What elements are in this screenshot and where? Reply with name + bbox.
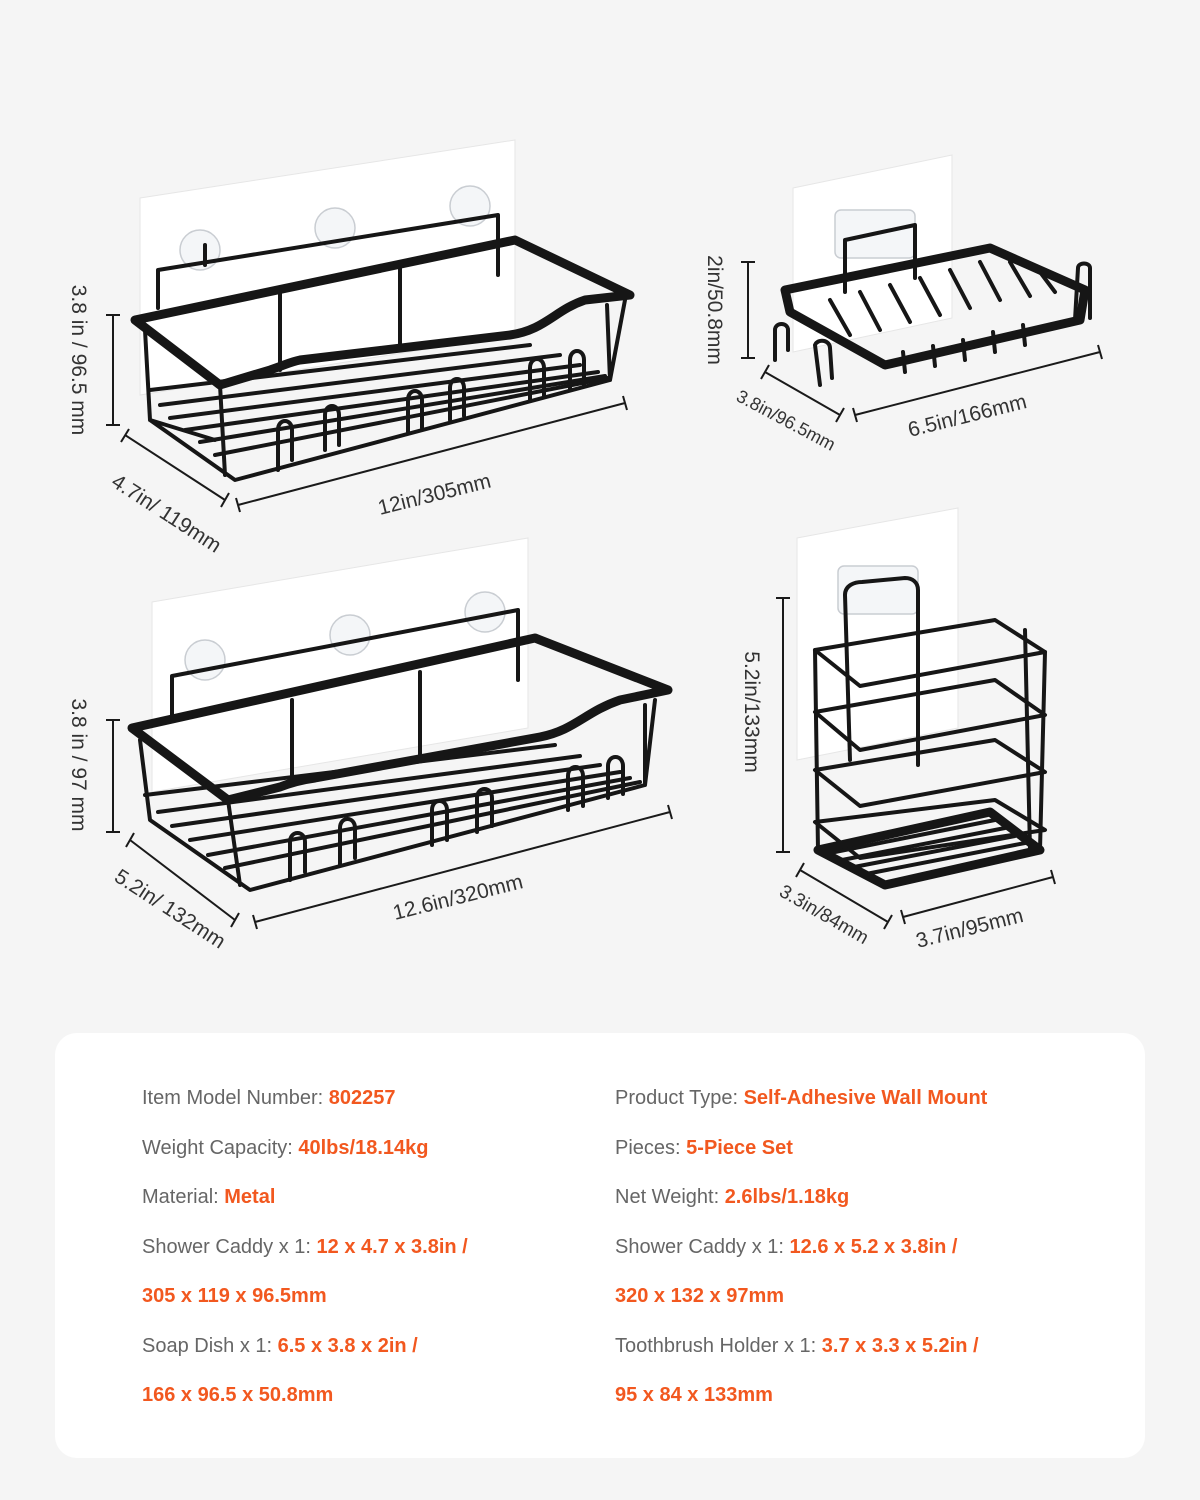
spec-value: Self-Adhesive Wall Mount bbox=[743, 1087, 988, 1109]
spec-weight-capacity bbox=[142, 1129, 468, 1179]
spec-label: Product Type: bbox=[615, 1087, 744, 1109]
spec-value: 2.6lbs/1.18kg bbox=[724, 1186, 850, 1208]
spec-value: 40lbs/18.14kg bbox=[298, 1136, 429, 1159]
spec-value: 5-Piece Set bbox=[686, 1136, 793, 1159]
caddy-small-width-label: 12in/305mm bbox=[375, 469, 494, 520]
spec-label: Material: bbox=[142, 1186, 225, 1208]
soap-dish-width-label: 6.5in/166mm bbox=[905, 390, 1030, 442]
spec-value: 6.5 x 3.8 x 2in / bbox=[277, 1334, 418, 1357]
toothbrush-height-label: 5.2in/133mm bbox=[740, 651, 763, 773]
caddy-large-depth-label: 5.2in/ 132mm bbox=[110, 864, 230, 954]
spec-material bbox=[142, 1178, 468, 1228]
spec-value: 166 x 96.5 x 50.8mm bbox=[142, 1384, 334, 1406]
spec-card bbox=[55, 1033, 1145, 1458]
toothbrush-width-dim bbox=[901, 870, 1055, 953]
spec-value: 305 x 119 x 96.5mm bbox=[142, 1285, 327, 1307]
spec-value: 12 x 4.7 x 3.8in / bbox=[316, 1235, 468, 1258]
caddy-large-height-dim bbox=[67, 698, 120, 832]
spec-pieces bbox=[615, 1129, 987, 1179]
spec-label: Shower Caddy x 1: bbox=[615, 1235, 790, 1258]
spec-label: Soap Dish x 1: bbox=[142, 1334, 278, 1357]
soap-dish-height-label: 2in/50.8mm bbox=[703, 255, 726, 365]
spec-value: 95 x 84 x 133mm bbox=[615, 1384, 773, 1406]
spec-soap-dish bbox=[142, 1327, 468, 1377]
spec-net-weight bbox=[615, 1178, 987, 1228]
spec-label: Weight Capacity: bbox=[142, 1136, 299, 1159]
spec-soap-dish-mm bbox=[142, 1376, 468, 1426]
shower-caddy-large bbox=[132, 538, 668, 890]
suction-plate bbox=[838, 566, 918, 614]
caddy-small-height-dim bbox=[67, 285, 120, 436]
caddy-small-depth-label: 4.7in/ 119mm bbox=[107, 469, 226, 558]
spec-value: Metal bbox=[224, 1186, 276, 1208]
spec-column-left bbox=[142, 1079, 468, 1426]
spec-label: Toothbrush Holder x 1: bbox=[615, 1334, 822, 1357]
spec-toothbrush-holder bbox=[615, 1327, 987, 1377]
caddy-large-width-dim bbox=[253, 805, 672, 929]
soap-dish-depth-label: 3.8in/96.5mm bbox=[733, 385, 839, 455]
toothbrush-height-dim bbox=[740, 598, 790, 852]
spec-value: 802257 bbox=[328, 1087, 396, 1109]
toothbrush-holder bbox=[797, 508, 1045, 885]
spec-label: Item Model Number: bbox=[142, 1087, 329, 1109]
spec-column-right bbox=[615, 1079, 987, 1426]
soap-dish-depth-dim bbox=[733, 365, 844, 455]
spec-shower-caddy-large bbox=[615, 1228, 987, 1278]
toothbrush-width-label: 3.7in/95mm bbox=[913, 903, 1026, 953]
spec-shower-caddy-small bbox=[142, 1228, 468, 1278]
spec-shower-caddy-large-mm bbox=[615, 1277, 987, 1327]
caddy-small-depth-dim bbox=[107, 429, 229, 558]
spec-label: Pieces: bbox=[615, 1136, 687, 1159]
caddy-small-height-label: 3.8 in / 96.5 mm bbox=[67, 284, 90, 436]
caddy-large-width-label: 12.6in/320mm bbox=[390, 870, 526, 925]
spec-value: 3.7 x 3.3 x 5.2in / bbox=[821, 1334, 979, 1357]
shower-caddy-small bbox=[135, 140, 630, 480]
caddy-large-height-label: 3.8 in / 97 mm bbox=[67, 698, 90, 832]
soap-dish-height-dim bbox=[703, 255, 755, 365]
spec-value: 12.6 x 5.2 x 3.8in / bbox=[789, 1235, 958, 1258]
soap-dish bbox=[775, 155, 1090, 385]
adhesive-pad bbox=[797, 508, 958, 760]
spec-shower-caddy-small-mm bbox=[142, 1277, 468, 1327]
spec-toothbrush-holder-mm bbox=[615, 1376, 987, 1426]
spec-value: 320 x 132 x 97mm bbox=[615, 1285, 785, 1307]
spec-label: Net Weight: bbox=[615, 1186, 725, 1208]
spec-label: Shower Caddy x 1: bbox=[142, 1235, 317, 1258]
toothbrush-depth-label: 3.3in/84mm bbox=[775, 881, 872, 949]
spec-product-type bbox=[615, 1079, 987, 1129]
spec-model-number bbox=[142, 1079, 468, 1129]
